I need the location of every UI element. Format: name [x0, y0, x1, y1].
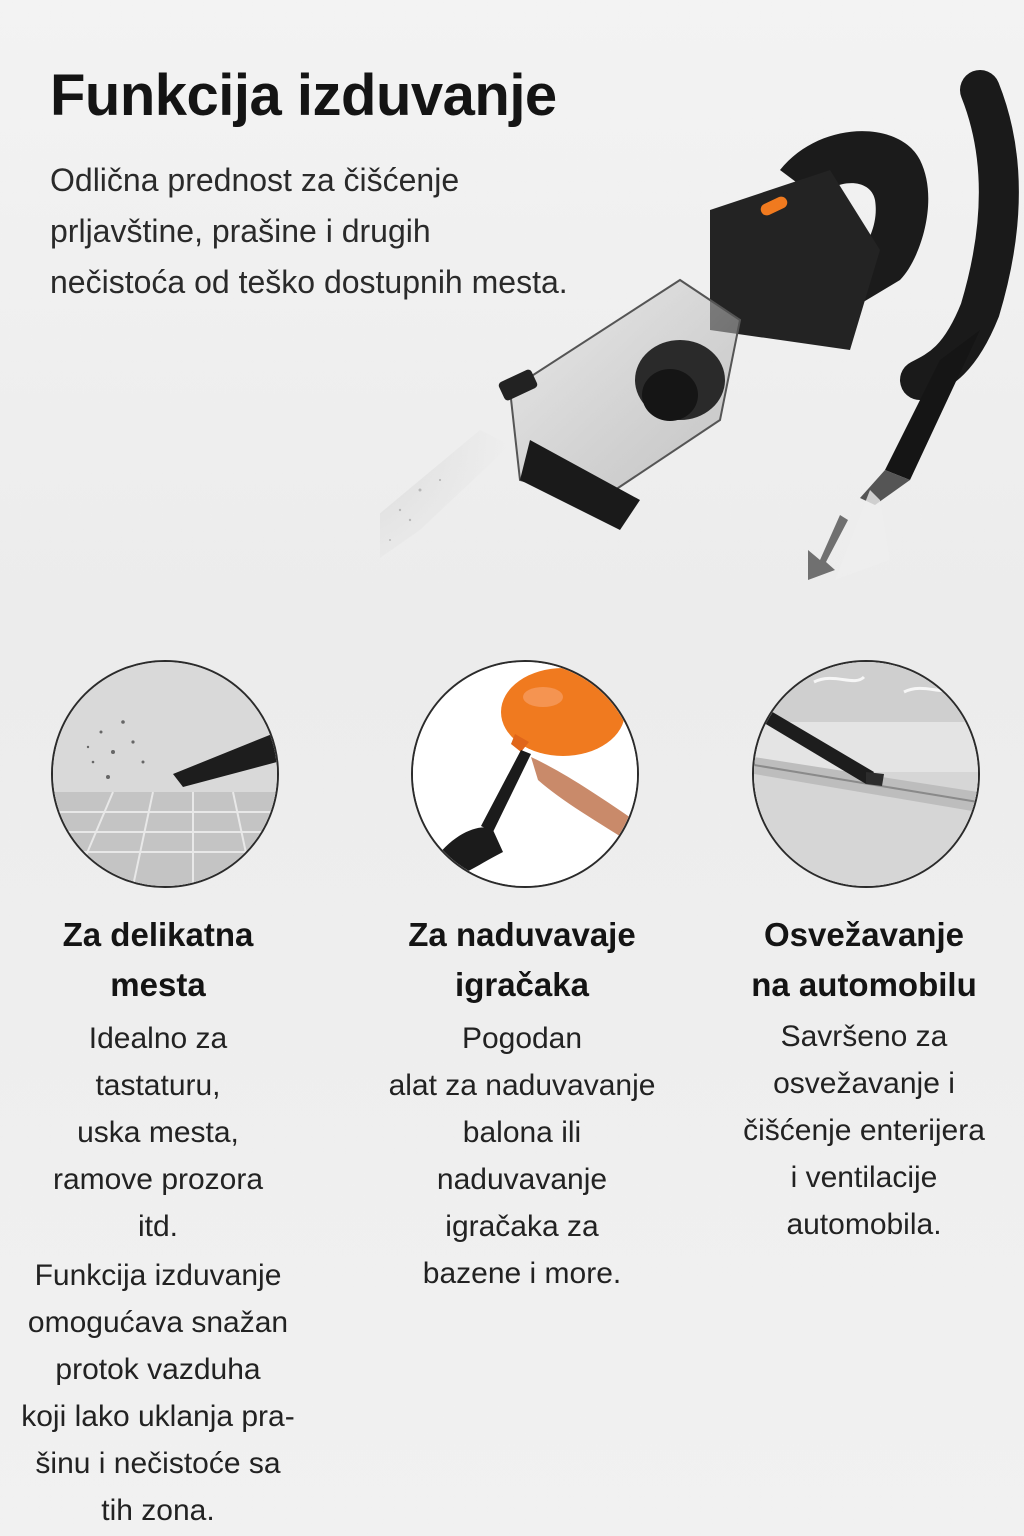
subtitle-line: Odlična prednost za čišćenje [50, 162, 460, 198]
feature-extra-line: protok vazduha [55, 1353, 261, 1386]
feature-body-line: tastaturu, [95, 1069, 221, 1102]
page-title: Funkcija izduvanje [50, 63, 557, 128]
feature-body-line: Idealno za [88, 1022, 228, 1055]
subtitle-line: nečistoća od teško dostupnih mesta. [50, 264, 568, 300]
feature-body-line: igračaka za [445, 1210, 599, 1243]
feature-description [694, 1013, 1024, 1248]
feature-title-line: Za naduvavaje [408, 916, 636, 953]
feature-body-line: automobila. [786, 1208, 942, 1241]
feature-body-line: bazene i more. [422, 1257, 622, 1290]
feature-body-line: i ventilacije [790, 1161, 938, 1194]
feature-title [352, 910, 692, 1010]
feature-body-line: itd. [137, 1210, 179, 1243]
feature-body-line: Pogodan [461, 1022, 583, 1055]
feature-body-line: čišćenje enterijera [743, 1114, 985, 1147]
feature-title-line: Za delikatna [62, 916, 254, 953]
keyboard-blowing-image [51, 660, 279, 888]
feature-body-line: balona ili [462, 1116, 582, 1149]
feature-extra-line: koji lako uklanja pra- [21, 1400, 295, 1433]
feature-body-line: naduvavanje [436, 1163, 608, 1196]
feature-title [0, 910, 328, 1010]
feature-body-line: uska mesta, [77, 1116, 239, 1149]
car-vent-cleaning-image [752, 660, 980, 888]
feature-title-line: igračaka [455, 966, 589, 1003]
feature-body-line: osvežavanje i [773, 1067, 955, 1100]
feature-body-line: ramove prozora [52, 1163, 264, 1196]
feature-extra-line: tih zona. [101, 1494, 215, 1527]
balloon-inflating-image [411, 660, 639, 888]
feature-description [0, 1015, 328, 1250]
feature-extra-description [0, 1252, 328, 1534]
feature-title-line: na automobilu [751, 966, 977, 1003]
feature-extra-line: šinu i nečistoće sa [35, 1447, 281, 1480]
feature-description [352, 1015, 692, 1297]
feature-extra-line: Funkcija izduvanje [34, 1259, 282, 1292]
vacuum-blower-illustration [380, 60, 1024, 620]
feature-title-line: Osvežavanje [764, 916, 964, 953]
feature-body-line: Savršeno za [780, 1020, 948, 1053]
subtitle-line: prljavštine, prašine i drugih [50, 213, 431, 249]
feature-extra-line: omogućava snažan [27, 1306, 289, 1339]
feature-body-line: alat za naduvavanje [388, 1069, 656, 1102]
feature-title [694, 910, 1024, 1010]
feature-title-line: mesta [110, 966, 206, 1003]
